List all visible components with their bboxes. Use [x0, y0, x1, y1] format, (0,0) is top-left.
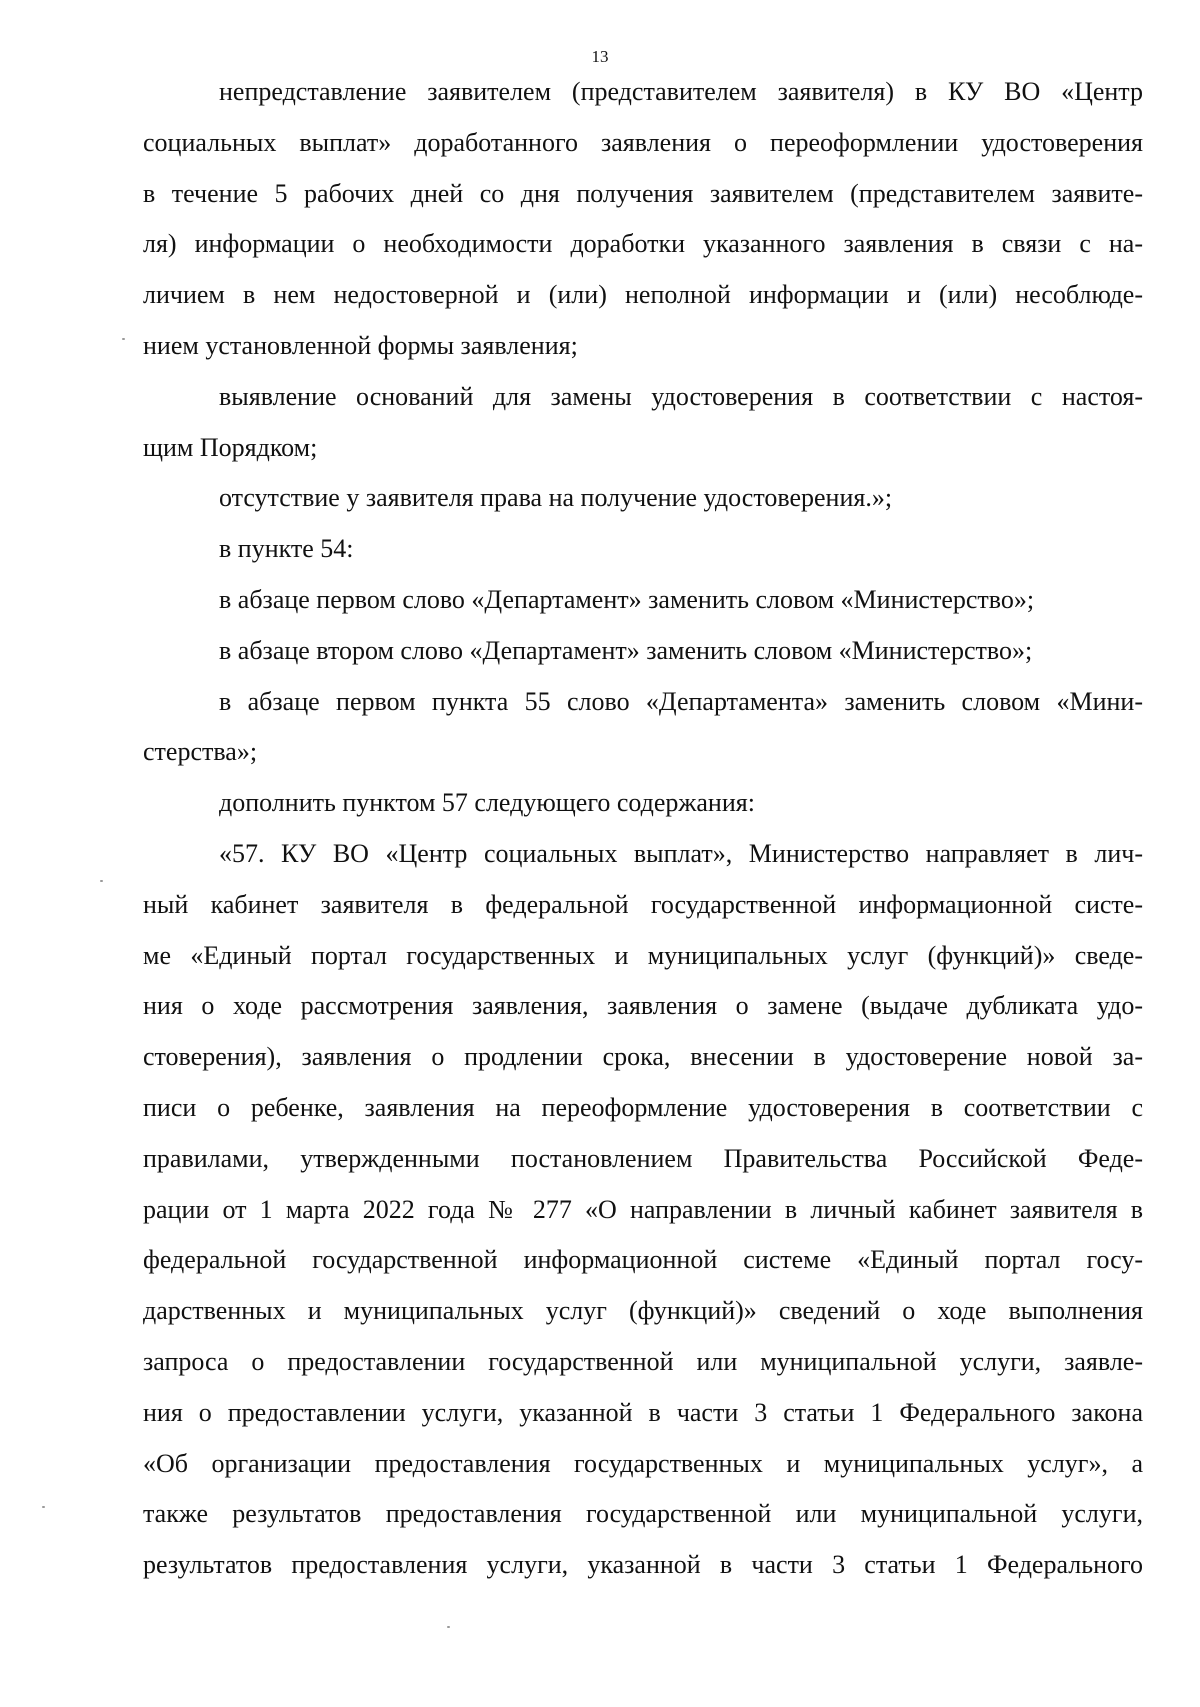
text-line: писи о ребенке, заявления на переоформление удостоверения в соответствии с: [143, 1092, 1143, 1122]
text-line: «57. КУ ВО «Центр социальных выплат», Министерство направляет в лич-: [219, 838, 1143, 868]
text-line: в пункте 54:: [219, 534, 354, 564]
text-line: отсутствие у заявителя права на получение удостоверения.»;: [219, 483, 893, 513]
text-line: результатов предоставления услуги, указанной в части 3 статьи 1 Федерального: [143, 1550, 1143, 1580]
text-line: ля) информации о необходимости доработки указанного заявления в связи с на-: [143, 229, 1143, 259]
text-line: правилами, утвержденными постановлением Правительства Российской Феде-: [143, 1143, 1143, 1173]
document-body: [143, 67, 1143, 1591]
text-line: дарственных и муниципальных услуг (функций)» сведений о ходе выполнения: [143, 1296, 1143, 1326]
text-line: в абзаце первом слово «Департамент» заменить словом «Министерство»;: [219, 584, 1035, 614]
text-line: ный кабинет заявителя в федеральной государственной информационной систе-: [143, 889, 1143, 919]
text-line: непредставление заявителем (представителем заявителя) в КУ ВО «Центр: [219, 77, 1143, 106]
text-line: социальных выплат» доработанного заявления о переоформлении удостоверения: [143, 127, 1143, 157]
scan-speck: [42, 1506, 45, 1508]
text-line: также результатов предоставления государственной или муниципальной услуги,: [143, 1499, 1143, 1529]
text-line: дополнить пунктом 57 следующего содержания:: [219, 788, 755, 818]
text-line: ния о предоставлении услуги, указанной в части 3 статьи 1 Федерального закона: [143, 1397, 1143, 1427]
text-line: в течение 5 рабочих дней со дня получения заявителем (представителем заявите-: [143, 178, 1143, 208]
scan-speck: [447, 1626, 450, 1628]
page-number: 13: [591, 47, 609, 66]
text-line: личием в нем недостоверной и (или) неполной информации и (или) несоблюде-: [143, 280, 1143, 310]
text-line: стерства»;: [143, 737, 258, 767]
text-line: ния о ходе рассмотрения заявления, заявления о замене (выдаче дубликата удо-: [143, 991, 1143, 1021]
text-line: в абзаце втором слово «Департамент» заменить словом «Министерство»;: [219, 635, 1033, 665]
scan-speck: [122, 338, 125, 340]
text-line: нием установленной формы заявления;: [143, 330, 578, 360]
text-line: стоверения), заявления о продлении срока, внесении в удостоверение новой за-: [143, 1042, 1143, 1072]
text-line: ме «Единый портал государственных и муниципальных услуг (функций)» сведе-: [143, 940, 1143, 970]
text-line: в абзаце первом пункта 55 слово «Департамента» заменить словом «Мини-: [219, 686, 1143, 716]
text-line: «Об организации предоставления государственных и муниципальных услуг», а: [143, 1448, 1143, 1478]
text-line: рации от 1 марта 2022 года № 277 «О направлении в личный кабинет заявителя в: [143, 1194, 1143, 1224]
text-line: запроса о предоставлении государственной или муниципальной услуги, заявле-: [143, 1346, 1143, 1376]
text-line: выявление оснований для замены удостоверения в соответствии с настоя-: [219, 381, 1143, 411]
text-line: щим Порядком;: [143, 432, 318, 462]
text-line: федеральной государственной информационной системе «Единый портал госу-: [143, 1245, 1143, 1275]
scan-speck: [100, 880, 103, 882]
